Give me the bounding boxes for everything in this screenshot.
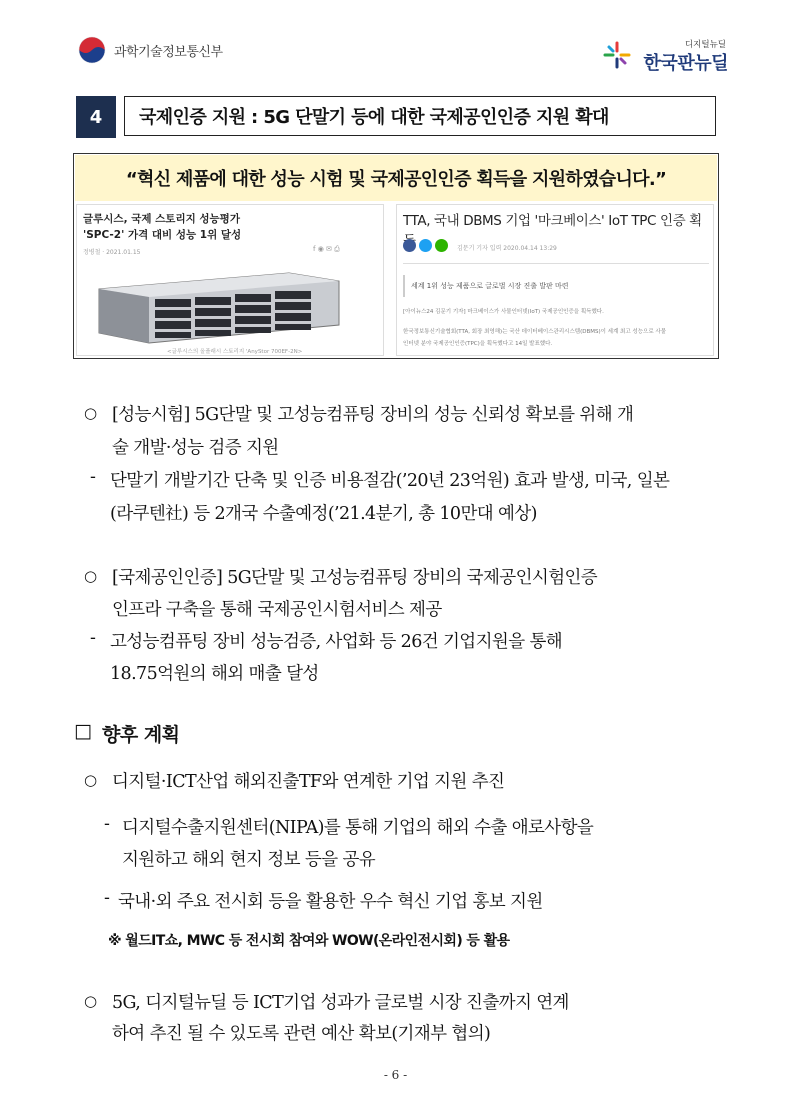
paragraph-line: 인프라 구축을 통해 국제공인시험서비스 제공 bbox=[112, 600, 442, 620]
dash-bullet: - bbox=[104, 888, 110, 908]
note-text: ※ 월드IT쇼, MWC 등 전시회 참여와 WOW(온라인전시회) 등 활용 bbox=[108, 933, 510, 949]
ministry-emblem-icon bbox=[78, 36, 106, 64]
article-meta: 정병철 · 2021.01.15 bbox=[83, 249, 141, 256]
paragraph-line: 디지털·ICT산업 해외진출TF와 연계한 기업 지원 추진 bbox=[112, 772, 505, 792]
quote-text: “혁신 제품에 대한 성능 시험 및 국제공인인증 획득을 지원하였습니다.” bbox=[75, 155, 717, 201]
paragraph-line: 디지털수출지원센터(NIPA)를 통해 기업의 해외 수출 애로사항을 bbox=[122, 818, 594, 838]
article-body-line: 한국정보통신기술협회(TTA, 회장 최영해)는 국산 데이터베이스관리시스템(DBMS)이 세계 최고 성능으로 사물 bbox=[403, 329, 667, 335]
paragraph-line: 5G, 디지털뉴딜 등 ICT기업 성과가 글로벌 시장 진출까지 연계 bbox=[112, 993, 569, 1013]
newdeal-logo bbox=[598, 38, 728, 72]
newdeal-subtitle: 디지털뉴딜 bbox=[684, 40, 726, 50]
plan-heading: 향후 계획 bbox=[102, 724, 180, 746]
paragraph-line: 지원하고 해외 현지 정보 등을 공유 bbox=[122, 850, 376, 870]
dash-bullet: - bbox=[90, 467, 96, 487]
ministry-header bbox=[78, 36, 223, 64]
circle-bullet: ○ bbox=[84, 404, 98, 422]
article-thumbnail-glusys bbox=[76, 204, 384, 356]
circle-bullet: ○ bbox=[84, 771, 98, 789]
divider bbox=[403, 263, 709, 264]
paragraph-line: 국내·외 주요 전시회 등을 활용한 우수 혁신 기업 홍보 지원 bbox=[118, 892, 543, 912]
article-title: TTA, 국내 DBMS 기업 '마크베이스' IoT TPC 인증 획 bbox=[403, 213, 702, 229]
section-title: 국제인증 지원 : 5G 단말기 등에 대한 국제공인인증 지원 확대 bbox=[124, 96, 716, 136]
page-number: - 6 - bbox=[383, 1068, 408, 1082]
article-thumbnail-tta bbox=[396, 204, 714, 356]
blog-icon bbox=[435, 239, 448, 252]
share-icons: f ◉ ✉ ⎙ bbox=[313, 245, 340, 253]
newdeal-mark-icon bbox=[602, 40, 632, 70]
newdeal-title: 한국판뉴딜 bbox=[643, 53, 728, 74]
circle-bullet: ○ bbox=[84, 992, 98, 1010]
paragraph-line: 고성능컴퓨팅 장비 성능검증, 사업화 등 26건 기업지원을 통해 bbox=[110, 632, 563, 652]
paragraph-line: [성능시험] 5G단말 및 고성능컴퓨팅 장비의 성능 신뢰성 확보를 위해 개 bbox=[112, 405, 634, 425]
article-body-line: 인터넷 분야 국제공인인증(TPC)을 획득했다고 14일 발표했다. bbox=[403, 341, 553, 347]
checkbox-bullet: □ bbox=[74, 720, 92, 742]
article-meta: 김문기 기자 입력 2020.04.14 13:29 bbox=[457, 245, 557, 252]
facebook-icon bbox=[403, 239, 416, 252]
paragraph-line: 술 개발·성능 검증 지원 bbox=[112, 438, 279, 458]
dash-bullet: - bbox=[104, 814, 110, 834]
twitter-icon bbox=[419, 239, 432, 252]
server-image bbox=[89, 267, 344, 345]
paragraph-line: [국제공인인증] 5G단말 및 고성능컴퓨팅 장비의 국제공인시험인증 bbox=[112, 568, 598, 588]
paragraph-line: (라쿠텐社) 등 2개국 수출예정(’21.4분기, 총 10만대 예상) bbox=[110, 504, 537, 524]
article-body-line: [아이뉴스24 김문기 기자] 마크베이스가 사물인터넷(IoT) 국제공인인증을 획득했다. bbox=[403, 309, 604, 315]
paragraph-line: 하여 추진 될 수 있도록 관련 예산 확보(기재부 협의) bbox=[112, 1024, 491, 1044]
section-number: 4 bbox=[76, 96, 116, 138]
ministry-name: 과학기술정보통신부 bbox=[114, 44, 223, 60]
circle-bullet: ○ bbox=[84, 567, 98, 585]
article-title: 글루시스, 국제 스토리지 성능평가 'SPC-2' 가격 대비 성능 1위 달성 bbox=[83, 213, 242, 241]
paragraph-line: 18.75억원의 해외 매출 달성 bbox=[110, 664, 319, 684]
dash-bullet: - bbox=[90, 628, 96, 648]
article-image-caption: <글루시스의 올플래시 스토리지 'AnyStor 700EF-2N> bbox=[167, 349, 303, 355]
article-headline: 세계 1위 성능 제품으로 글로벌 시장 진출 발판 마련 bbox=[403, 275, 709, 297]
paragraph-line: 단말기 개발기간 단축 및 인증 비용절감(’20년 23억원) 효과 발생, 미국, 일본 bbox=[110, 471, 670, 491]
